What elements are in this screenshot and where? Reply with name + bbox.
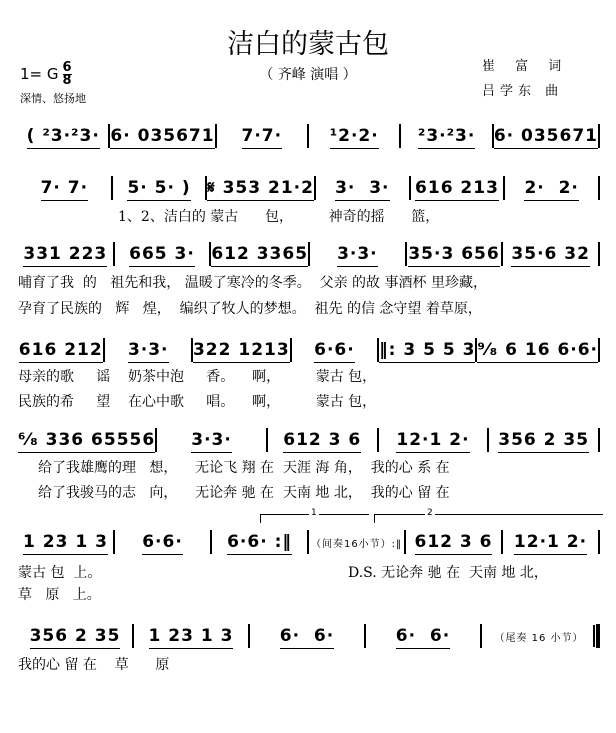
notes: 6·6· (314, 340, 355, 363)
staff-row-7 (18, 624, 600, 648)
notes: 6· 035671 (110, 126, 214, 149)
notes: ( ²3·²3· (27, 126, 100, 149)
key-text: 1= G (20, 65, 59, 83)
notes: 616 212 (19, 340, 103, 363)
notes: 1 23 1 3 (23, 532, 108, 555)
notes: 331 223 (23, 244, 107, 267)
notes: 𝄋 353 21·2 (207, 178, 314, 201)
measure (157, 430, 266, 450)
notes: （尾奏 16 小节） (494, 633, 584, 644)
notes: 356 2 35 (30, 626, 121, 649)
notes: 612 3365 (211, 244, 308, 267)
song-title: 洁白的蒙古包 (227, 29, 389, 60)
measure (407, 244, 502, 264)
notes: 12·1 2· (514, 532, 587, 555)
notes: 1 23 1 3 (149, 626, 234, 649)
measure (494, 126, 598, 146)
measure (115, 244, 210, 264)
composer-credit: 吕学东 曲 (482, 84, 564, 99)
barline (598, 242, 600, 266)
measure (503, 532, 598, 552)
notes: ‖: 3 5 5 3 (379, 340, 475, 363)
time-denominator: 8 (62, 73, 72, 88)
volta-number: 2 (427, 508, 433, 518)
measure (113, 178, 206, 198)
measure (207, 178, 314, 198)
measure (18, 626, 132, 646)
notes: 3· 3· (335, 178, 389, 201)
measure (18, 244, 113, 264)
lyric-line: 孕育了民族的 辉 煌， 编织了牧人的梦想。 祖先 的信 念守望 着草原， (18, 301, 482, 317)
lyric-line: 哺育了我 的 祖先和我， 温暖了寒冷的冬季。 父亲 的故 事酒杯 里珍藏， (18, 275, 487, 291)
measure (366, 626, 480, 646)
notes: （间奏16小节）:‖ (310, 539, 403, 550)
measure (217, 126, 307, 146)
measure (309, 126, 399, 146)
lyric-line-ds: D.S. 无论奔 驰 在 天南 地 北， (348, 565, 548, 581)
staff-row-1 (18, 124, 600, 148)
lyric-line: 蒙古 包 上。 (18, 565, 102, 581)
notes: 35·6 32 (511, 244, 590, 267)
measure (401, 126, 491, 146)
tempo-marking: 深情、悠扬地 (20, 92, 86, 105)
measure (411, 178, 504, 198)
lyric-line: 1、2、洁白的 蒙古 包， 神奇的摇 篮， (118, 209, 440, 225)
notes: 616 213 (415, 178, 499, 201)
notes: 612 3 6 (283, 430, 361, 453)
volta-2 (374, 508, 603, 523)
notes: 665 3· (129, 244, 195, 267)
measure (18, 430, 155, 450)
lyric-line: 民族的希 望 在心中歌 唱。 啊， 蒙古 包， (18, 394, 377, 410)
notes: ⁶⁄₈ 336 65556 (18, 430, 155, 453)
notes: 356 2 35 (498, 430, 589, 453)
staff-row-2 (18, 176, 600, 200)
measure (379, 340, 475, 360)
notes: 6· 035671 (494, 126, 598, 149)
staff-row-6 (18, 530, 600, 554)
singer-credit: （ 齐峰 演唱 ） (259, 67, 357, 83)
notes: ⁹⁄₈ 6 16 6·6· (477, 340, 598, 363)
barline (596, 624, 600, 648)
notes: 5· 5· ) (127, 178, 190, 201)
volta-number: 1 (311, 508, 317, 518)
staff-row-3 (18, 242, 600, 266)
notes: ²3·²3· (418, 126, 475, 149)
time-numerator: 6 (62, 60, 72, 75)
barline (598, 338, 600, 362)
notes: 35·3 656 (408, 244, 499, 267)
barline (598, 428, 600, 452)
staff-row-4 (18, 338, 600, 362)
notes: 6·6· :‖ (227, 532, 292, 555)
measure (310, 244, 405, 264)
measure (212, 532, 307, 552)
measure (379, 430, 488, 450)
measure (316, 178, 409, 198)
barline (598, 176, 600, 200)
notes: 612 3 6 (415, 532, 493, 555)
measure (482, 626, 596, 646)
measure (309, 532, 404, 552)
barline (598, 530, 600, 554)
measure (193, 340, 290, 360)
staff-row-5 (18, 428, 600, 452)
measure (115, 532, 210, 552)
measure (292, 340, 377, 360)
notes: 7·7· (242, 126, 283, 149)
lyric-line: 母亲的歌 谣 奶茶中泡 香。 啊， 蒙古 包， (18, 369, 377, 385)
measure (18, 340, 103, 360)
notes: 3·3· (337, 244, 378, 267)
lyric-line: 草 原 上。 (18, 587, 101, 603)
measure (406, 532, 501, 552)
notes: 6· 6· (280, 626, 334, 649)
barline (598, 124, 600, 148)
notes: 3·3· (191, 430, 232, 453)
notes: 2· 2· (524, 178, 578, 201)
notes: 7· 7· (41, 178, 89, 201)
measure (489, 430, 598, 450)
notes: 6·6· (142, 532, 183, 555)
measure (110, 126, 214, 146)
measure (18, 178, 111, 198)
measure (18, 126, 108, 146)
measure (134, 626, 248, 646)
measure (268, 430, 377, 450)
measure (250, 626, 364, 646)
measure (211, 244, 308, 264)
lyric-line: 给了我雄鹰的理 想， 无论飞 翔 在 天涯 海 角， 我的心 系 在 (38, 460, 450, 476)
notes: 322 1213 (193, 340, 290, 363)
measure (105, 340, 190, 360)
measure (505, 178, 598, 198)
notes: 3·3· (128, 340, 169, 363)
lyricist-credit: 崔 富 词 (482, 59, 570, 74)
measure (477, 340, 598, 360)
lyric-line: 我的心 留 在 草 原 (18, 657, 170, 673)
notes: 12·1 2· (396, 430, 469, 453)
notes: ¹2·2· (330, 126, 379, 149)
measure (18, 532, 113, 552)
measure (503, 244, 598, 264)
notes: 6· 6· (396, 626, 450, 649)
lyric-line: 给了我骏马的志 向， 无论奔 驰 在 天南 地 北， 我的心 留 在 (38, 485, 450, 501)
volta-1 (260, 508, 369, 523)
